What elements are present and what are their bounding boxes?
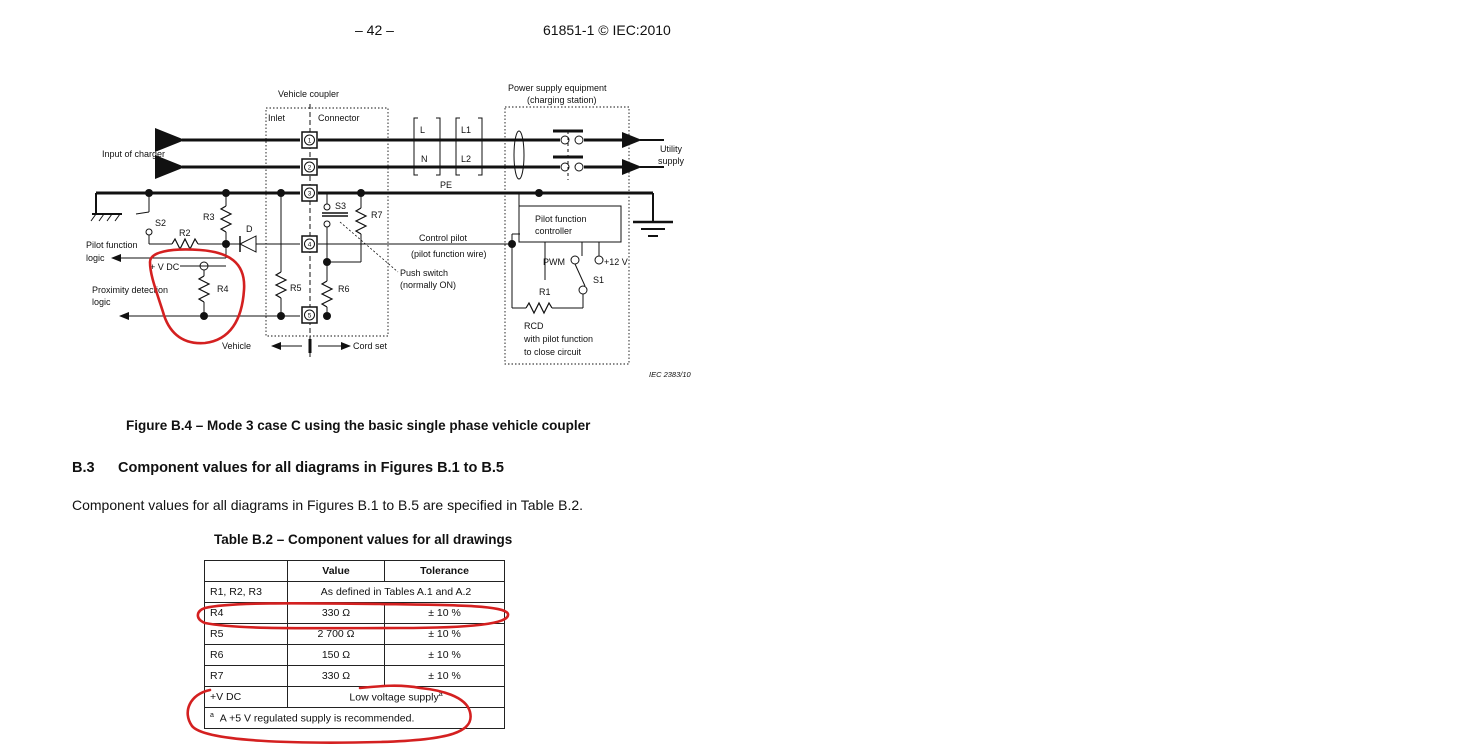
table-row — [205, 687, 505, 708]
cell-value: 2 700 Ω — [288, 624, 385, 645]
cell-value: 330 Ω — [288, 603, 385, 624]
cell-value: As defined in Tables A.1 and A.2 — [288, 582, 505, 603]
table-title: Table B.2 – Component values for all drawings — [214, 532, 513, 547]
label-pilot-logic-2: logic — [86, 253, 105, 263]
table-footnote-row — [205, 708, 505, 729]
page-number: – 42 – — [355, 22, 394, 38]
header-component — [205, 561, 288, 582]
section-paragraph: Component values for all diagrams in Figures B.1 to B.5 are specified in Table B.2. — [72, 497, 584, 513]
label-PE: PE — [440, 180, 453, 190]
label-R5: R5 — [290, 283, 302, 293]
table-row — [205, 666, 505, 687]
table-row — [205, 624, 505, 645]
cell-tolerance: ± 10 % — [385, 624, 505, 645]
label-control-pilot-2: (pilot function wire) — [411, 249, 487, 259]
pin-4: 4 — [307, 241, 312, 249]
table-row — [205, 603, 505, 624]
label-inlet: Inlet — [268, 113, 286, 123]
label-R6: R6 — [338, 284, 350, 294]
label-cord-set: Cord set — [353, 341, 388, 351]
header-tolerance: Tolerance — [385, 561, 505, 582]
pin-1: 1 — [307, 137, 312, 145]
label-rcd-1: RCD — [524, 321, 544, 331]
label-utility-2: supply — [658, 156, 685, 166]
figure-caption: Figure B.4 – Mode 3 case C using the basic single phase vehicle coupler — [126, 418, 591, 433]
footnote-text: A +5 V regulated supply is recommended. — [219, 712, 415, 725]
cell-component: R6 — [205, 645, 288, 666]
label-vdc: + V DC — [150, 262, 180, 272]
cell-component: R5 — [205, 624, 288, 645]
label-D: D — [246, 224, 253, 234]
label-plus12v: +12 V — [604, 257, 628, 267]
label-L: L — [420, 125, 426, 135]
cell-value: 330 Ω — [288, 666, 385, 687]
label-vehicle: Vehicle — [222, 341, 252, 351]
cell-component: +V DC — [205, 687, 288, 708]
label-vehicle-coupler: Vehicle coupler — [278, 89, 340, 99]
label-S1: S1 — [593, 275, 605, 285]
cell-tolerance: ± 10 % — [385, 603, 505, 624]
pin-5: 5 — [307, 312, 312, 320]
label-pfc-1: Pilot function — [535, 214, 587, 224]
label-input-of-charger: Input of charger — [102, 149, 166, 159]
cell-component: R4 — [205, 603, 288, 624]
label-rcd-3: to close circuit — [524, 347, 582, 357]
label-pfc-2: controller — [535, 226, 573, 236]
cell-value — [288, 687, 505, 708]
section-title: Component values for all diagrams in Figures B.1 to B.5 — [118, 460, 504, 476]
label-pwm: PWM — [543, 257, 565, 267]
label-utility-1: Utility — [660, 144, 682, 154]
label-N: N — [421, 154, 428, 164]
label-S2: S2 — [155, 218, 167, 228]
label-R4: R4 — [217, 284, 229, 294]
iec-reference: IEC 2383/10 — [649, 370, 691, 379]
pin-2: 2 — [307, 164, 312, 172]
label-control-pilot-1: Control pilot — [419, 233, 468, 243]
label-pse-1: Power supply equipment — [508, 83, 607, 93]
table-row — [205, 645, 505, 666]
label-S3: S3 — [335, 201, 347, 211]
label-R2: R2 — [179, 228, 191, 238]
footnote-mark: a — [210, 711, 214, 719]
label-prox-2: logic — [92, 297, 111, 307]
cell-value: 150 Ω — [288, 645, 385, 666]
label-prox-1: Proximity detection — [92, 285, 169, 295]
section-number: B.3 — [72, 460, 95, 476]
label-pilot-logic-1: Pilot function — [86, 240, 138, 250]
label-connector: Connector — [318, 113, 360, 123]
component-values-table — [204, 560, 505, 729]
label-R1: R1 — [539, 287, 551, 297]
document-id: 61851-1 © IEC:2010 — [543, 22, 671, 38]
footnote-ref: a — [438, 690, 443, 698]
cell-tolerance: ± 10 % — [385, 645, 505, 666]
table-footnote — [205, 708, 505, 729]
table-row — [205, 582, 505, 603]
table-header-row — [205, 561, 505, 582]
cell-tolerance: ± 10 % — [385, 666, 505, 687]
label-push-switch-1: Push switch — [400, 268, 449, 278]
value-text: Low voltage supply — [349, 691, 439, 704]
label-L2: L2 — [461, 154, 472, 164]
cell-component: R7 — [205, 666, 288, 687]
label-push-switch-2: (normally ON) — [400, 280, 457, 290]
label-rcd-2: with pilot function — [524, 334, 594, 344]
label-L1: L1 — [461, 125, 472, 135]
header-value: Value — [288, 561, 385, 582]
pin-3: 3 — [307, 190, 312, 198]
cell-component: R1, R2, R3 — [205, 582, 288, 603]
label-R7: R7 — [371, 210, 383, 220]
label-pse-2: (charging station) — [527, 95, 597, 105]
label-R3: R3 — [203, 212, 215, 222]
